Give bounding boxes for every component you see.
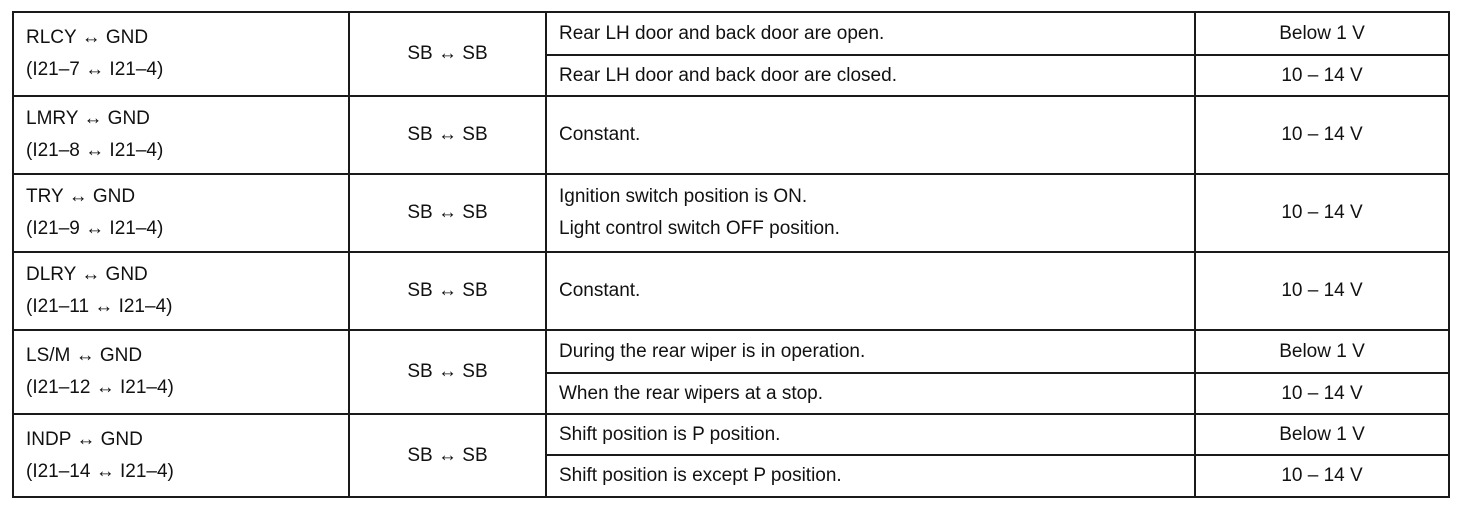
table-wrapper	[12, 11, 1450, 498]
condition-cell	[546, 373, 1195, 414]
condition-text: Constant.	[559, 124, 641, 145]
condition-cell	[546, 455, 1195, 497]
condition-text: During the rear wiper is in operation.	[559, 340, 866, 362]
condition-text: Light control switch OFF position.	[559, 218, 840, 239]
terminal-cell	[13, 174, 349, 252]
signal-label: RLCY ↔ GND	[26, 27, 149, 48]
spec-cell: 10 – 14 V	[1195, 96, 1449, 174]
spec-cell: Below 1 V	[1195, 330, 1449, 373]
condition-text: Shift position is except P position.	[559, 465, 842, 486]
signal-label: DLRY ↔ GND	[26, 264, 148, 285]
pin-label: (I21–7 ↔ I21–4)	[26, 59, 164, 80]
spec-cell: 10 – 14 V	[1195, 373, 1449, 414]
table-row	[13, 96, 1449, 174]
terminal-cell	[13, 96, 349, 174]
table-row	[13, 330, 1449, 373]
condition-text: Ignition switch position is ON.	[559, 186, 808, 207]
condition-text: When the rear wipers at a stop.	[559, 382, 824, 404]
pin-label: (I21–11 ↔ I21–4)	[26, 296, 173, 317]
condition-cell	[546, 12, 1195, 55]
inspection-table	[12, 11, 1450, 498]
pin-label: (I21–14 ↔ I21–4)	[26, 460, 174, 482]
condition-text: Rear LH door and back door are closed.	[559, 64, 897, 86]
condition-cell	[546, 174, 1195, 252]
pin-label: (I21–8 ↔ I21–4)	[26, 140, 164, 161]
condition-cell	[546, 55, 1195, 96]
condition-cell	[546, 330, 1195, 373]
table-row	[13, 252, 1449, 330]
condition-cell	[546, 252, 1195, 330]
tester-connection-cell: SB ↔ SB	[349, 174, 546, 252]
tester-connection-cell: SB ↔ SB	[349, 96, 546, 174]
spec-cell: Below 1 V	[1195, 414, 1449, 455]
spec-cell: 10 – 14 V	[1195, 455, 1449, 497]
tester-connection-cell: SB ↔ SB	[349, 12, 546, 96]
pin-label: (I21–9 ↔ I21–4)	[26, 218, 164, 239]
terminal-cell	[13, 12, 349, 96]
tester-connection-cell: SB ↔ SB	[349, 330, 546, 414]
signal-label: TRY ↔ GND	[26, 186, 136, 207]
terminal-cell	[13, 252, 349, 330]
terminal-cell	[13, 330, 349, 414]
terminal-cell	[13, 414, 349, 497]
table-row	[13, 174, 1449, 252]
spec-cell: Below 1 V	[1195, 12, 1449, 55]
signal-label: LMRY ↔ GND	[26, 108, 150, 129]
table-row	[13, 12, 1449, 55]
condition-text: Constant.	[559, 280, 641, 301]
spec-cell: 10 – 14 V	[1195, 174, 1449, 252]
condition-cell	[546, 96, 1195, 174]
pin-label: (I21–12 ↔ I21–4)	[26, 377, 174, 398]
tester-connection-cell: SB ↔ SB	[349, 414, 546, 497]
spec-cell: 10 – 14 V	[1195, 252, 1449, 330]
condition-text: Shift position is P position.	[559, 423, 781, 445]
signal-label: LS/M ↔ GND	[26, 345, 143, 366]
condition-text: Rear LH door and back door are open.	[559, 22, 885, 44]
condition-cell	[546, 414, 1195, 455]
table-row	[13, 414, 1449, 455]
spec-cell: 10 – 14 V	[1195, 55, 1449, 96]
tester-connection-cell: SB ↔ SB	[349, 252, 546, 330]
signal-label: INDP ↔ GND	[26, 428, 143, 450]
